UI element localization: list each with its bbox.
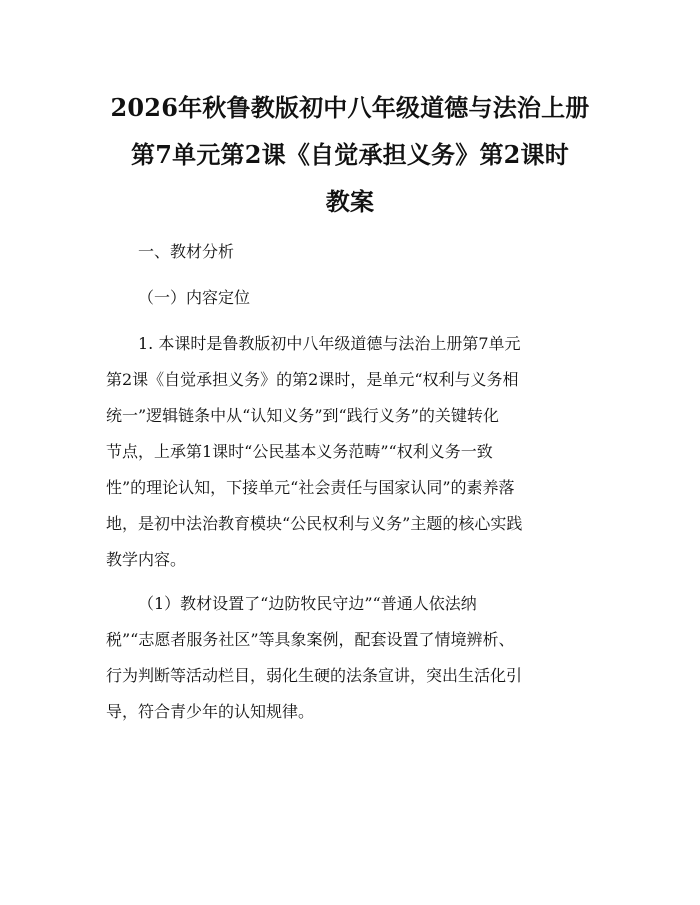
paragraph-line: （1）教材设置了“边防牧民守边”“普通人依法纳 [138, 594, 477, 613]
paragraph-line: 行为判断等活动栏目，弱化生硬的法条宣讲，突出生活化引 [106, 666, 523, 685]
title-line-1: 2026年秋鲁教版初中八年级道德与法治上册 [110, 93, 590, 122]
paragraph-textbook-cases [106, 586, 600, 730]
subsection-heading: （一）内容定位 [138, 288, 251, 307]
title-line-3: 教案 [325, 187, 375, 216]
paragraph-line: 导，符合青少年的认知规律。 [106, 702, 315, 721]
paragraph-line: 税”“志愿者服务社区”等具象案例，配套设置了情境辨析、 [106, 630, 515, 649]
paragraph-line: 节点，上承第1课时“公民基本义务范畴”“权利义务一致 [106, 442, 493, 461]
paragraph-line: 教学内容。 [106, 550, 187, 569]
paragraph-line: 性”的理论认知，下接单元“社会责任与国家认同”的素养落 [106, 478, 515, 497]
section-heading: 一、教材分析 [138, 242, 235, 261]
paragraph-line: 统一”逻辑链条中从“认知义务”到“践行义务”的关键转化 [106, 406, 499, 425]
paragraph-line: 地，是初中法治教育模块“公民权利与义务”主题的核心实践 [106, 514, 523, 533]
paragraph-line: 1. 本课时是鲁教版初中八年级道德与法治上册第7单元 [138, 334, 521, 353]
paragraph-content-position [106, 326, 600, 578]
title-line-2: 第7单元第2课《自觉承担义务》第2课时 [131, 140, 569, 169]
document-title [86, 84, 614, 225]
paragraph-line: 第2课《自觉承担义务》的第2课时，是单元“权利与义务相 [106, 370, 519, 389]
